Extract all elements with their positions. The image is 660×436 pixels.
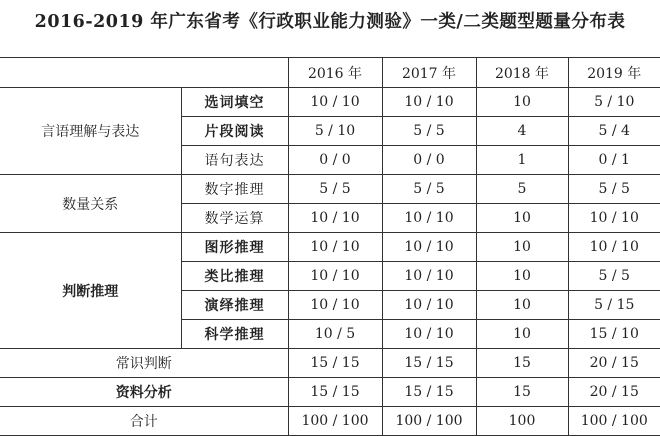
table-title: 2016-2019 年广东省考《行政职业能力测验》一类/二类题型题量分布表	[34, 12, 626, 32]
value-cell: 10 / 10	[288, 262, 382, 291]
question-distribution-table	[0, 57, 660, 436]
value-cell: 10 / 10	[382, 88, 476, 117]
value-cell: 0 / 0	[288, 146, 382, 175]
value-cell: 100 / 100	[568, 407, 660, 436]
category-reasoning: 判断推理	[0, 233, 181, 349]
value-cell: 10 / 10	[288, 291, 382, 320]
value-cell: 5	[476, 175, 568, 204]
value-cell: 5 / 10	[288, 117, 382, 146]
year-header-2017: 2017 年	[382, 58, 476, 88]
value-cell: 5 / 5	[568, 175, 660, 204]
value-cell: 10	[476, 88, 568, 117]
value-cell: 5 / 5	[382, 175, 476, 204]
value-cell: 1	[476, 146, 568, 175]
table-row	[0, 88, 660, 117]
year-header-2018: 2018 年	[476, 58, 568, 88]
value-cell: 10 / 10	[382, 262, 476, 291]
value-cell: 10	[476, 320, 568, 349]
value-cell: 10	[476, 233, 568, 262]
corner-cell	[0, 58, 288, 88]
value-cell: 10	[476, 291, 568, 320]
year-header-2019: 2019 年	[568, 58, 660, 88]
category-common-sense: 常识判断	[0, 349, 288, 378]
category-data-analysis: 资料分析	[0, 378, 288, 407]
header-row	[0, 58, 660, 88]
value-cell: 10 / 10	[568, 204, 660, 233]
value-cell: 15 / 15	[382, 349, 476, 378]
value-cell: 5 / 4	[568, 117, 660, 146]
table-row	[0, 378, 660, 407]
value-cell: 10 / 10	[288, 233, 382, 262]
table-row	[0, 407, 660, 436]
value-cell: 5 / 15	[568, 291, 660, 320]
value-cell: 15 / 15	[288, 349, 382, 378]
table-row	[0, 233, 660, 262]
category-verbal: 言语理解与表达	[0, 88, 181, 175]
value-cell: 5 / 5	[382, 117, 476, 146]
value-cell: 100 / 100	[382, 407, 476, 436]
value-cell: 5 / 5	[288, 175, 382, 204]
subtype-label: 选词填空	[181, 88, 288, 117]
subtype-label: 片段阅读	[181, 117, 288, 146]
total-label: 合计	[0, 407, 288, 436]
value-cell: 10 / 10	[382, 291, 476, 320]
subtype-label: 图形推理	[181, 233, 288, 262]
value-cell: 10 / 10	[568, 233, 660, 262]
value-cell: 5 / 5	[568, 262, 660, 291]
value-cell: 15	[476, 349, 568, 378]
value-cell: 20 / 15	[568, 378, 660, 407]
value-cell: 10 / 5	[288, 320, 382, 349]
value-cell: 15 / 10	[568, 320, 660, 349]
value-cell: 100 / 100	[288, 407, 382, 436]
subtype-label: 数学运算	[181, 204, 288, 233]
value-cell: 10 / 10	[382, 320, 476, 349]
value-cell: 0 / 0	[382, 146, 476, 175]
table-row	[0, 349, 660, 378]
value-cell: 10 / 10	[382, 233, 476, 262]
value-cell: 10 / 10	[288, 204, 382, 233]
subtype-label: 数字推理	[181, 175, 288, 204]
subtype-label: 语句表达	[181, 146, 288, 175]
value-cell: 15 / 15	[382, 378, 476, 407]
subtype-label: 科学推理	[181, 320, 288, 349]
value-cell: 10 / 10	[382, 204, 476, 233]
value-cell: 10	[476, 262, 568, 291]
value-cell: 20 / 15	[568, 349, 660, 378]
year-header-2016: 2016 年	[288, 58, 382, 88]
value-cell: 100	[476, 407, 568, 436]
value-cell: 15	[476, 378, 568, 407]
value-cell: 15 / 15	[288, 378, 382, 407]
table-row	[0, 175, 660, 204]
value-cell: 4	[476, 117, 568, 146]
value-cell: 10 / 10	[288, 88, 382, 117]
value-cell: 5 / 10	[568, 88, 660, 117]
value-cell: 0 / 1	[568, 146, 660, 175]
subtype-label: 演绎推理	[181, 291, 288, 320]
value-cell: 10	[476, 204, 568, 233]
subtype-label: 类比推理	[181, 262, 288, 291]
category-quantitative: 数量关系	[0, 175, 181, 233]
